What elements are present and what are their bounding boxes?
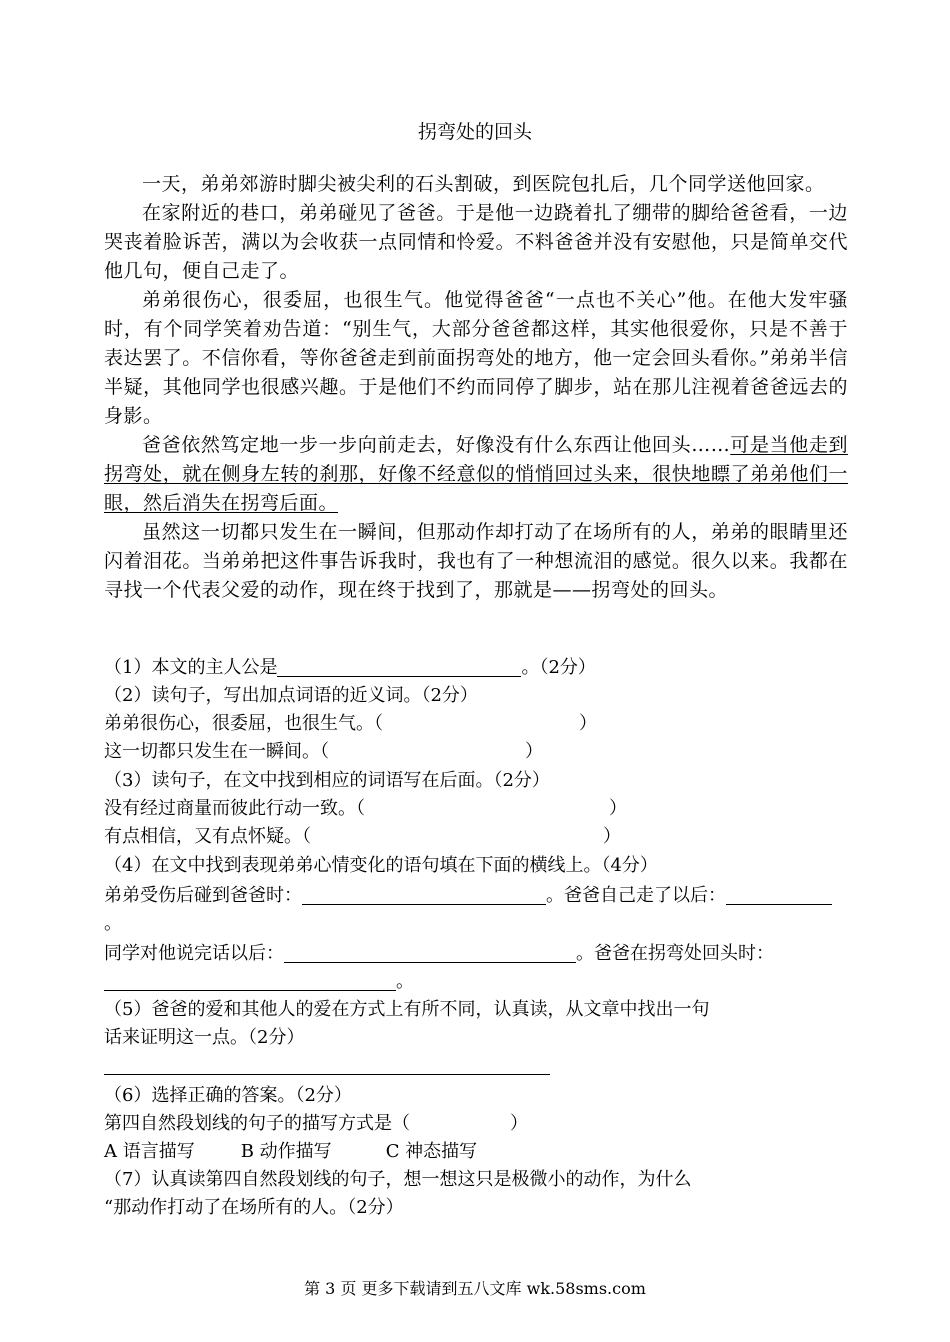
- q4-end: 。: [396, 971, 414, 992]
- q6-option-b[interactable]: B 动作描写: [240, 1141, 332, 1162]
- q2-sentence-2: 这一切都只发生在一瞬间。（: [104, 741, 329, 762]
- paragraph-4: [104, 431, 848, 518]
- question-4-line-2: [104, 940, 774, 968]
- article-body: [104, 170, 848, 605]
- question-3-head: （3）读句子，在文中找到相应的词语写在后面。（2分）: [104, 770, 550, 791]
- question-4-line-1: [104, 882, 832, 910]
- paragraph-4-text: 爸爸依然笃定地一步一步向前走去，好像没有什么东西让他回头……: [142, 434, 731, 456]
- q4-blank-2[interactable]: [726, 884, 832, 905]
- q4-prompt-c: 同学对他说完话以后：: [104, 943, 284, 964]
- q1-points: 。（2分）: [521, 657, 596, 678]
- question-7-line-2: “那动作打动了在场所有的人。（2分）: [104, 1197, 404, 1218]
- question-6-line-1: [104, 1110, 528, 1138]
- q2-sentence-1: 弟弟很伤心，很委屈，也很生气。（: [104, 713, 383, 734]
- question-3-line-2: [104, 823, 621, 851]
- article-title: 拐弯处的回头: [417, 121, 532, 143]
- q2-close-paren-2: ）: [525, 741, 543, 762]
- question-5-answer: [104, 1052, 550, 1080]
- q3-close-paren-2: ）: [603, 826, 621, 847]
- question-6-head: （6）选择正确的答案。（2分）: [104, 1085, 352, 1106]
- question-2-line-2: [104, 738, 543, 766]
- q4-blank-4[interactable]: [104, 970, 396, 991]
- question-2-line-1: [104, 710, 597, 738]
- paragraph-2: 在家附近的巷口，弟弟碰见了爸爸。于是他一边跷着扎了绷带的脚给爸爸看，一边哭丧着脸诉苦，满以为会收获一点同情和怜爱。不料爸爸并没有安慰他，只是简单交代他几句，便自己走了。: [104, 202, 848, 282]
- q1-text: （1）本文的主人公是: [104, 657, 278, 678]
- q2-close-paren-1: ）: [579, 713, 597, 734]
- question-7-line-1: （7）认真读第四自然段划线的句子，想一想这只是极微小的动作，为什么: [104, 1169, 692, 1190]
- paragraph-5: 虽然这一切都只发生在一瞬间，但那动作却打动了在场所有的人，弟弟的眼睛里还闪着泪花。当弟弟把这件事告诉我时，我也有了一种想流泪的感觉。很久以来。我都在寻找一个代表父爱的动作，现在终于找到了，那就是——拐弯处的回头。: [104, 521, 848, 601]
- page-footer: 第 3 页 更多下载请到五八文库 wk.58sms.com: [304, 1279, 646, 1298]
- q6-option-a[interactable]: A 语言描写: [104, 1141, 195, 1162]
- q3-close-paren-1: ）: [609, 798, 627, 819]
- q6-option-c[interactable]: C 神态描写: [385, 1141, 478, 1162]
- q4-blank-3[interactable]: [284, 942, 576, 963]
- q4-prompt-d: 。爸爸在拐弯处回头时：: [576, 943, 774, 964]
- q5-answer-blank[interactable]: [104, 1054, 550, 1075]
- paragraph-1: 一天，弟弟郊游时脚尖被尖利的石头割破，到医院包扎后，几个同学送他回家。: [142, 173, 825, 195]
- question-1: [104, 654, 596, 682]
- q4-prompt-b: 。爸爸自己走了以后：: [546, 885, 726, 906]
- q3-sentence-1: 没有经过商量而彼此行动一致。（: [104, 798, 365, 819]
- q3-sentence-2: 有点相信，又有点怀疑。（: [104, 826, 311, 847]
- q1-answer-blank[interactable]: [277, 656, 521, 677]
- question-4-line-3: [104, 968, 414, 996]
- question-6-options: [104, 1138, 477, 1166]
- question-3-line-1: [104, 795, 627, 823]
- q6-sentence: 第四自然段划线的句子的描写方式是（: [104, 1113, 410, 1134]
- question-5-line-2: 话来证明这一点。（2分）: [104, 1027, 305, 1048]
- q6-close-paren: ）: [510, 1113, 528, 1134]
- paragraph-3: 弟弟很伤心，很委屈，也很生气。他觉得爸爸“一点也不关心”他。在他大发牢骚时，有个同学笑着劝告道：“别生气，大部分爸爸都这样，其实他很爱你，只是不善于表达罢了。不信你看，等你爸爸走到前面拐弯处的地方，他一定会回头看你。”弟弟半信半疑，其他同学也很感兴趣。于是他们不约而同停了脚步，站在那儿注视着爸爸远去的身影。: [104, 289, 848, 427]
- underlined-sentence: 可是当他走到拐弯处，就在侧身左转的刹那，好像不经意似的悄悄回过头来，很快地瞟了弟弟他们一眼，然后消失在拐弯后面。: [104, 434, 848, 514]
- q4-line-1-end: 。: [104, 913, 122, 934]
- question-4-head: （4）在文中找到表现弟弟心情变化的语句填在下面的横线上。（4分）: [104, 855, 658, 876]
- q4-prompt-a: 弟弟受伤后碰到爸爸时：: [104, 885, 302, 906]
- question-2-head: （2）读句子，写出加点词语的近义词。（2分）: [104, 685, 478, 706]
- q4-blank-1[interactable]: [302, 884, 546, 905]
- question-5-line-1: （5）爸爸的爱和其他人的爱在方式上有所不同，认真读，从文章中找出一句: [104, 999, 710, 1020]
